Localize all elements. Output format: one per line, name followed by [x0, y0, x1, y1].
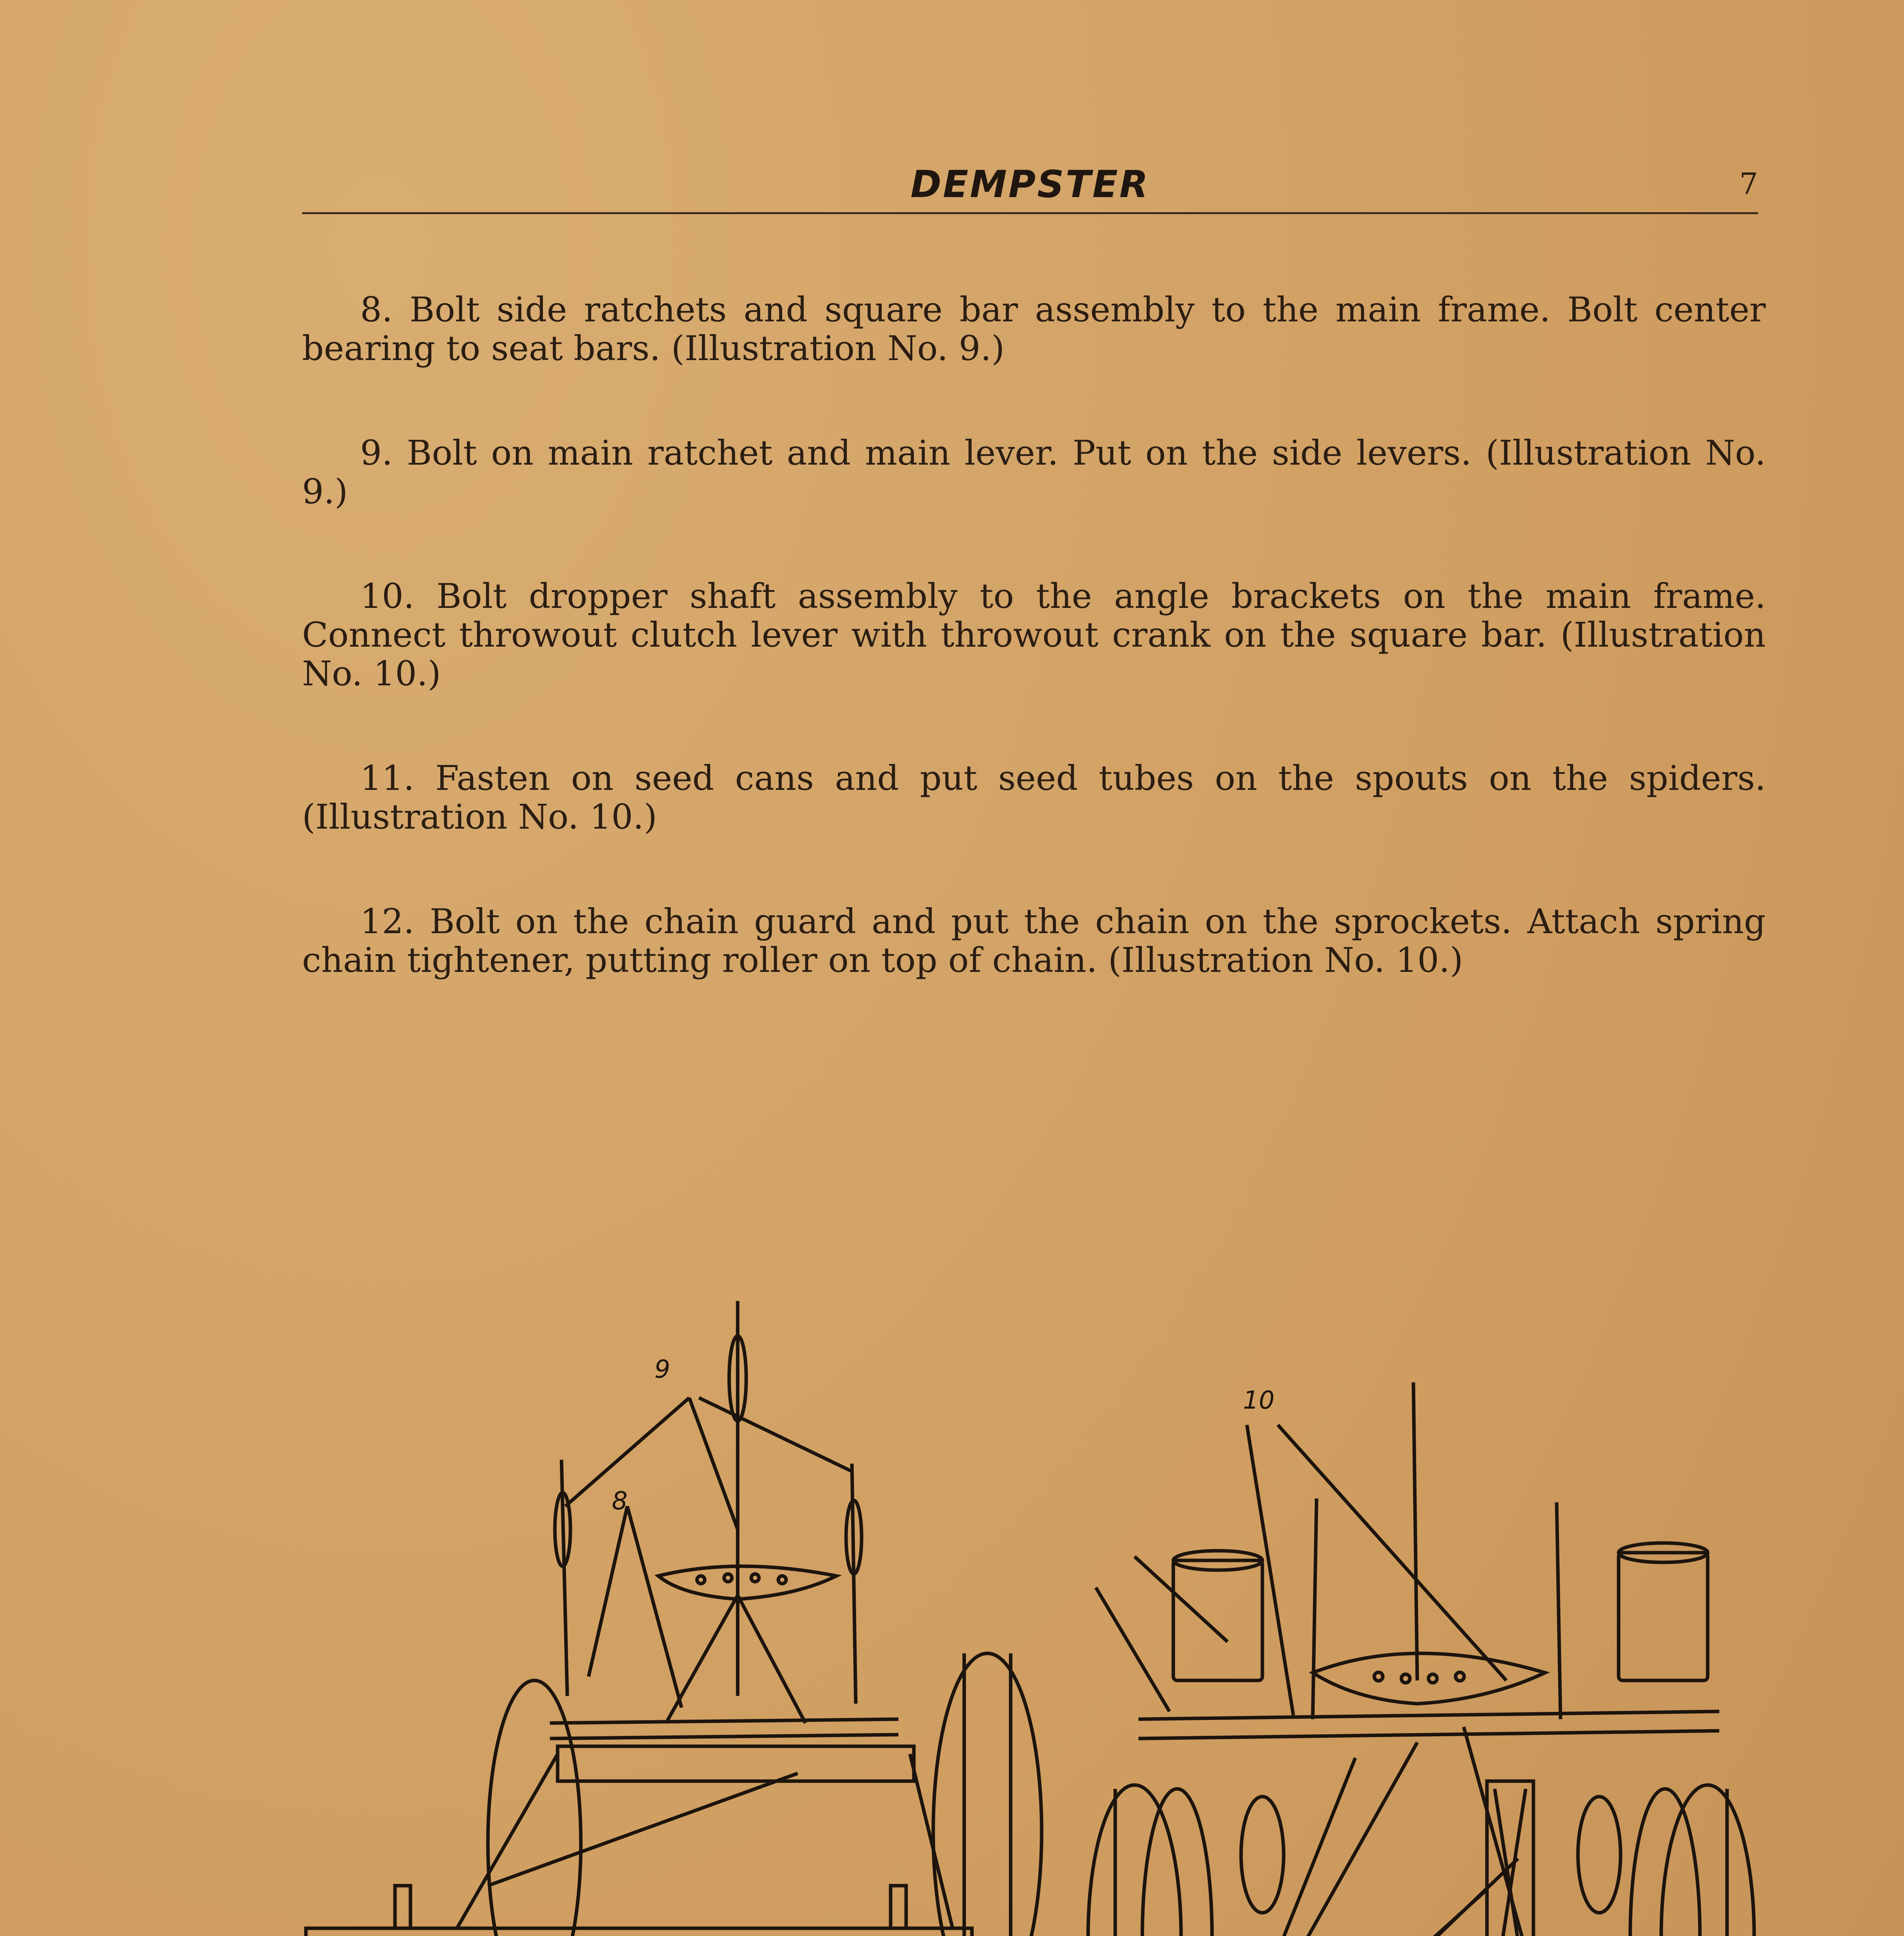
illustration-10 [1076, 1371, 1774, 1936]
instructions-text [302, 290, 1766, 1045]
callout-9: 9 [654, 1355, 670, 1384]
instruction-step-9: 9. Bolt on main ratchet and main lever. Put on the side levers. (Illustration No. 9.) [302, 433, 1766, 511]
instruction-step-11: 11. Fasten on seed cans and put seed tubes on the spouts on the spiders. (Illustration No. 10.) [302, 758, 1766, 837]
page-header [302, 163, 1758, 228]
callout-8: 8 [612, 1487, 628, 1516]
callout-10: 10 [1243, 1386, 1275, 1415]
instruction-step-12: 12. Bolt on the chain guard and put the chain on the sprockets. Attach spring chain tightener, putting roller on top of chain. (Illustration No. 10.) [302, 901, 1766, 980]
header-rule [302, 212, 1758, 214]
instruction-step-10: 10. Bolt dropper shaft assembly to the angle brackets on the main frame. Connect throwout clutch lever with throwout crank on the square bar. (Illustration No. 10.) [302, 576, 1766, 693]
planter-frame-drawing [217, 1289, 1092, 1936]
instruction-step-8: 8. Bolt side ratchets and square bar assembly to the main frame. Bolt center bearing to seat bars. (Illustration No. 9.) [302, 290, 1766, 368]
page-number: 7 [1739, 166, 1758, 201]
illustration-9 [217, 1289, 1092, 1936]
planter-rear-drawing [1076, 1371, 1774, 1936]
brand-logo: DEMPSTER [910, 163, 1150, 206]
